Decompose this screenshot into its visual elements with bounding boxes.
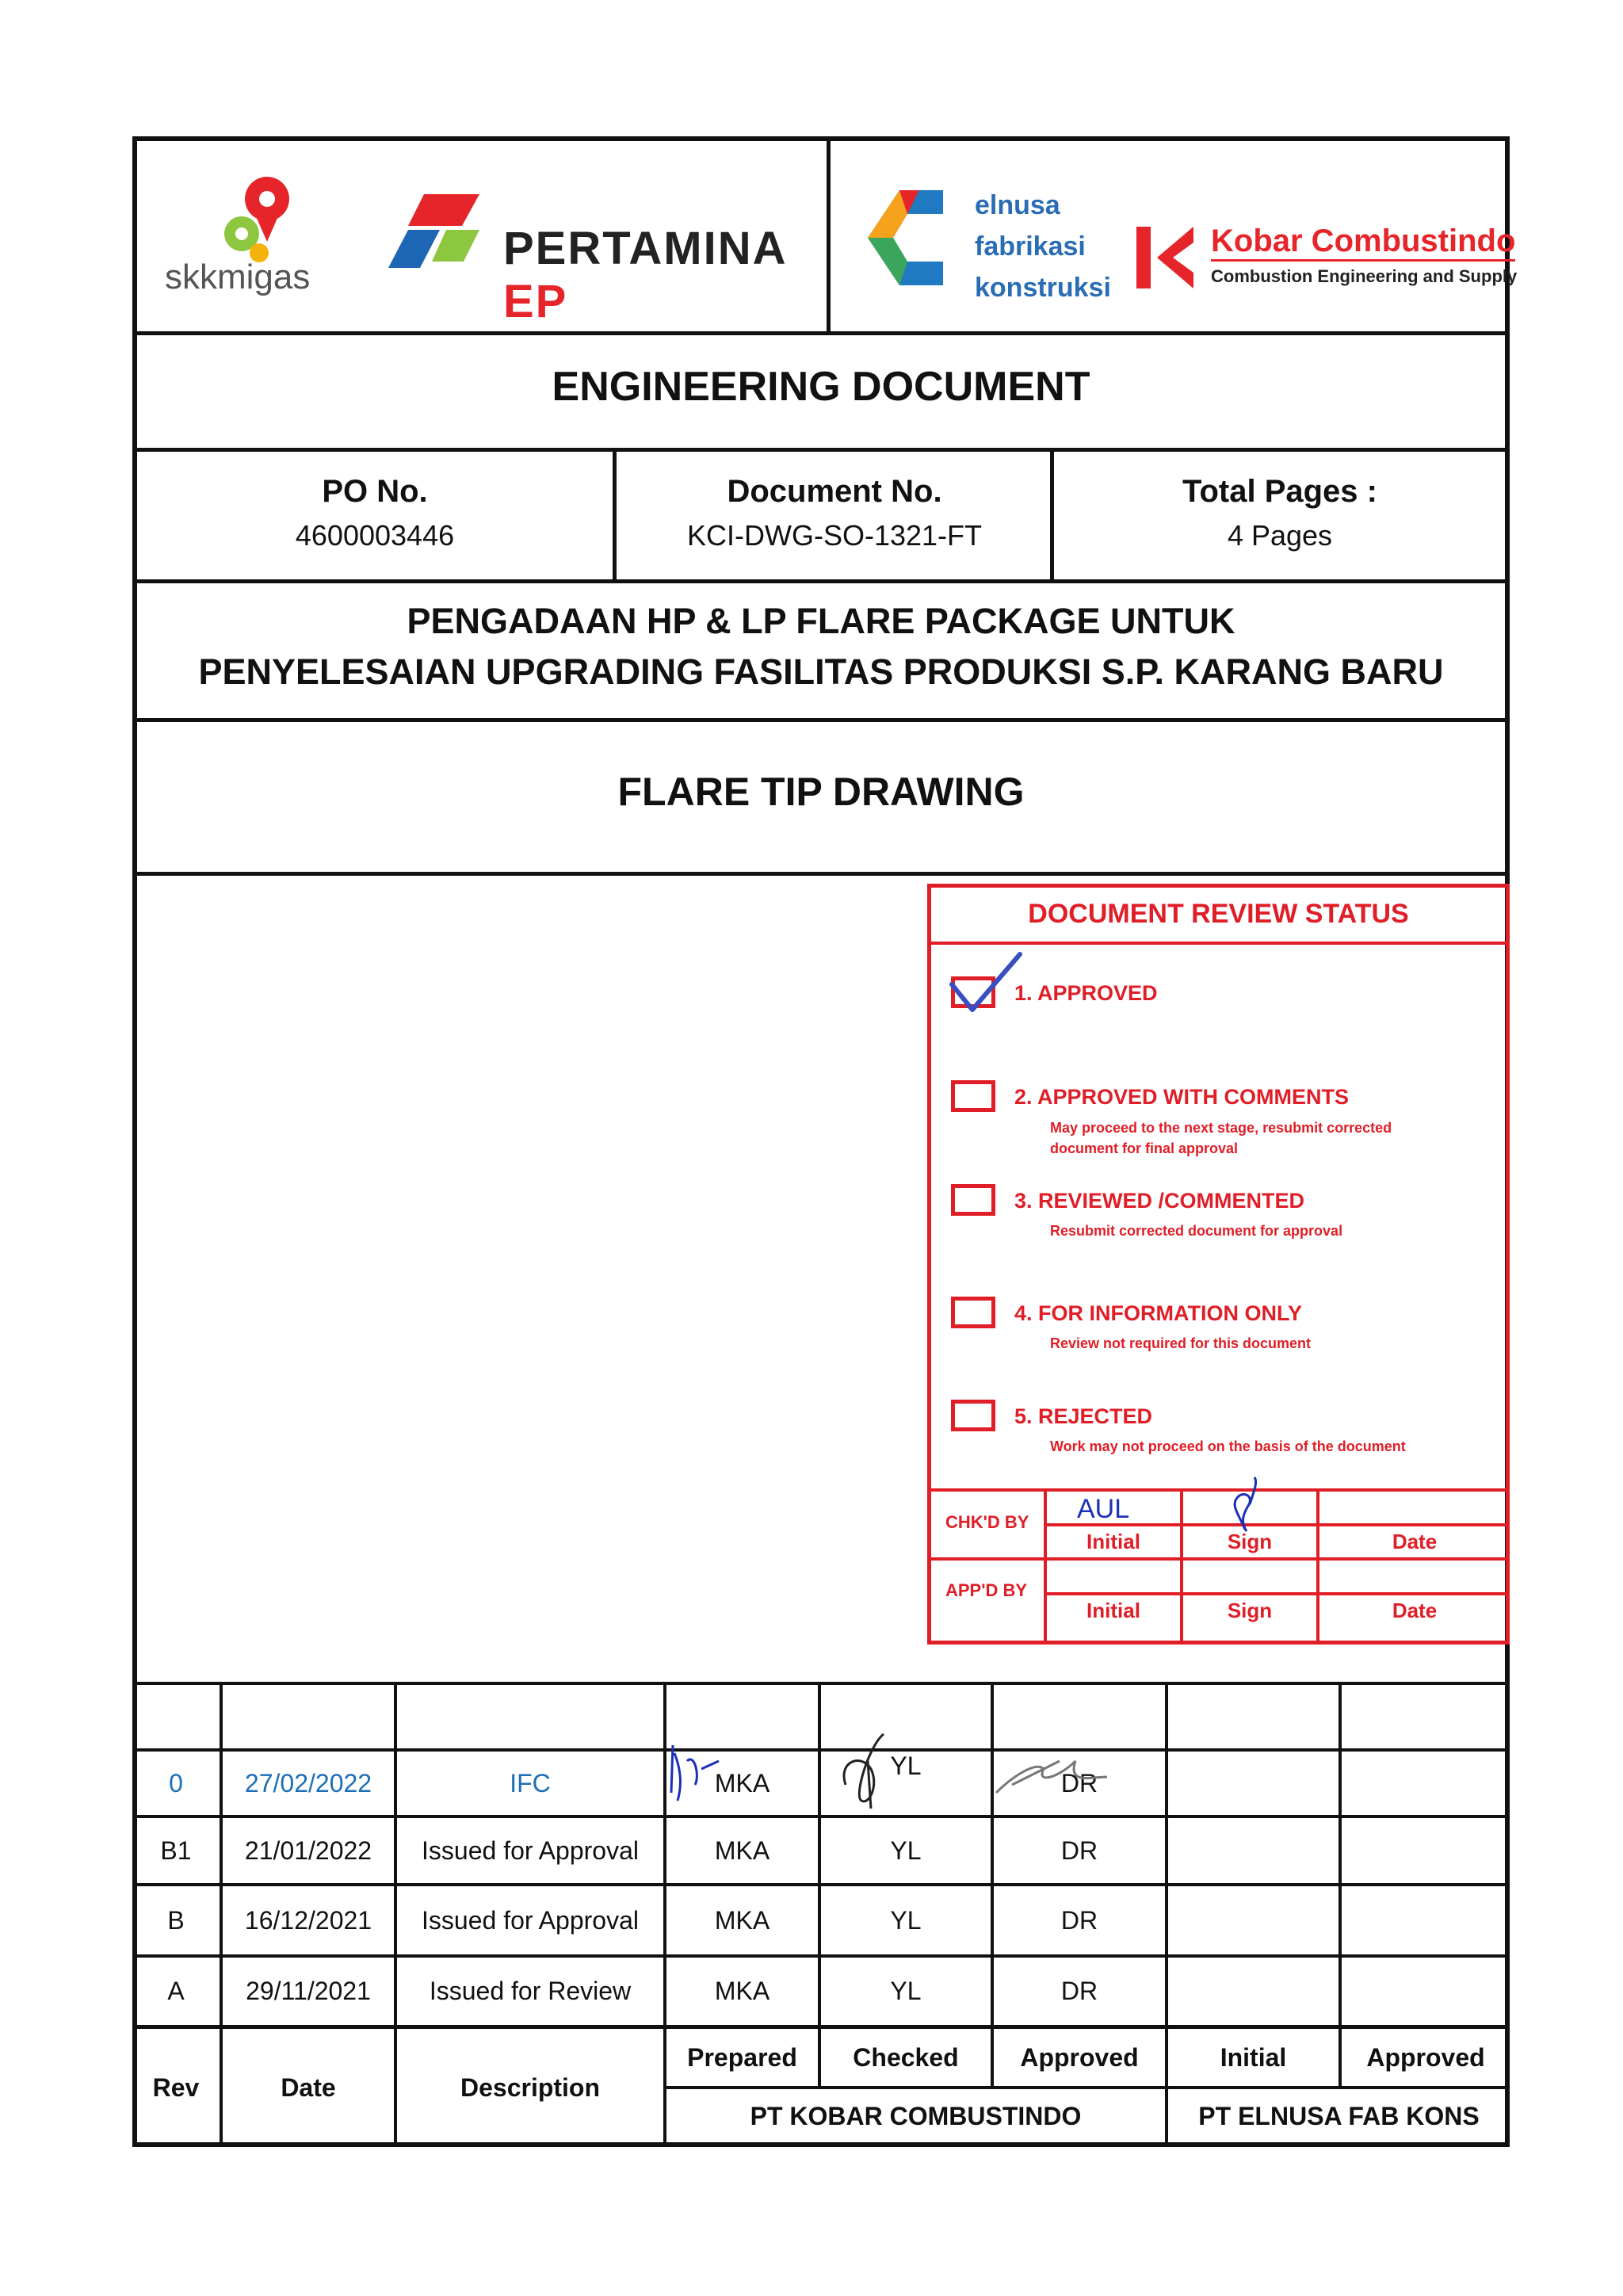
reviewed-commented-checkbox[interactable] [951, 1184, 995, 1216]
project-title-line2: PENYELESAIAN UPGRADING FASILITAS PRODUKSI S.P. KARANG BARU [198, 651, 1444, 692]
stamp-divider [931, 1557, 1506, 1561]
document-type-title: ENGINEERING DOCUMENT [552, 364, 1090, 410]
review-status-title: DOCUMENT REVIEW STATUS [1028, 899, 1409, 929]
option-information-label: 4. FOR INFORMATION ONLY [1014, 1301, 1303, 1325]
pertamina-ep: EP [503, 276, 568, 327]
option-rejected-note: Work may not proceed on the basis of the document [1050, 1438, 1406, 1454]
total-pages-label: Total Pages : [1182, 474, 1377, 509]
description-cell: Issued for Approval [422, 1836, 639, 1865]
prepared-cell: MKA [714, 1905, 770, 1935]
approved-date-header: Date [1392, 1599, 1438, 1622]
prepared-cell: MKA [714, 1977, 770, 2005]
initial-header: Initial [1220, 2042, 1287, 2072]
po-label: PO No. [322, 474, 428, 509]
approved-with-comments-checkbox[interactable] [951, 1080, 995, 1112]
option-approved-label: 1. APPROVED [1014, 981, 1158, 1005]
date-cell: 21/01/2022 [244, 1836, 372, 1865]
option-reviewed-note: Resubmit corrected document for approval [1050, 1223, 1343, 1239]
divider [613, 448, 617, 579]
elnusa-line2: fabrikasi [975, 231, 1086, 262]
drawing-title: FLARE TIP DRAWING [617, 770, 1025, 814]
checked-cell: YL [890, 1905, 922, 1935]
checked-cell: YL [890, 1751, 922, 1780]
stamp-divider [1045, 1592, 1506, 1595]
date-header: Date [281, 2073, 336, 2102]
document-number-value: KCI-DWG-SO-1321-FT [686, 519, 983, 552]
kobar-name: Kobar Combustindo [1211, 223, 1515, 262]
client-approved-header: Approved [1366, 2042, 1485, 2072]
kobar-logo [1133, 222, 1518, 293]
elnusa-logo [852, 178, 1113, 305]
review-status-stamp [927, 884, 1510, 1645]
rev-header: Rev [152, 2073, 200, 2102]
pertamina-logo [376, 190, 804, 327]
checked-cell: YL [890, 1977, 922, 2005]
description-cell: Issued for Review [429, 1977, 632, 2005]
total-pages-value: 4 Pages [1227, 519, 1333, 552]
option-reviewed-label: 3. REVIEWED /COMMENTED [1014, 1189, 1305, 1213]
approved-initial-header: Initial [1086, 1599, 1140, 1622]
for-information-checkbox[interactable] [951, 1297, 995, 1328]
checked-sign-header: Sign [1227, 1530, 1273, 1553]
stamp-divider [931, 1488, 1506, 1492]
checked-initial-value: AUL [1077, 1494, 1130, 1524]
checked-signature [1223, 1474, 1270, 1534]
divider [137, 448, 1505, 452]
prepared-cell: MKA [714, 1836, 770, 1865]
approved-cell: DR [1060, 1768, 1098, 1797]
approved-cell: DR [1060, 1977, 1098, 2005]
stamp-divider [931, 942, 1506, 945]
checked-cell: YL [890, 1836, 922, 1865]
checked-by-label: CHK'D BY [945, 1512, 1029, 1532]
option-approved-comments-label: 2. APPROVED WITH COMMENTS [1014, 1085, 1350, 1109]
approved-header: Approved [1020, 2042, 1139, 2072]
divider [827, 141, 831, 331]
divider [137, 872, 1505, 876]
skkmigas-logo [162, 170, 361, 305]
revision-table [132, 1682, 1510, 2147]
rev-cell: A [167, 1977, 185, 2005]
rev-cell: 0 [169, 1768, 183, 1797]
project-title-line1: PENGADAAN HP & LP FLARE PACKAGE UNTUK [407, 601, 1235, 641]
skkmigas-wordmark: skkmigas [165, 258, 311, 296]
revision-signatures [663, 1729, 1186, 1817]
rev-cell: B1 [160, 1836, 192, 1865]
description-cell: IFC [510, 1768, 551, 1797]
date-cell: 29/11/2021 [246, 1977, 371, 2005]
pertamina-wordmark [503, 222, 804, 328]
approved-cell: DR [1060, 1905, 1098, 1935]
divider [137, 579, 1505, 583]
checkmark-icon [945, 949, 1025, 1021]
checked-header: Checked [853, 2042, 959, 2072]
pertamina-icon [376, 190, 487, 293]
approved-by-label: APP'D BY [945, 1580, 1028, 1600]
po-value: 4600003446 [295, 519, 455, 552]
checked-initial-header: Initial [1086, 1530, 1140, 1553]
approved-sign-header: Sign [1227, 1599, 1273, 1622]
elnusa-wordmark [975, 185, 1111, 308]
description-header: Description [460, 2073, 601, 2102]
divider [137, 331, 1505, 335]
option-approved-comments-note: May proceed to the next stage, resubmit corrected document for final approval [1050, 1120, 1392, 1156]
elnusa-line1: elnusa [975, 190, 1060, 220]
option-information-note: Review not required for this document [1050, 1335, 1312, 1351]
kobar-tagline: Combustion Engineering and Supply [1211, 266, 1518, 286]
elnusa-icon [852, 178, 947, 297]
document-number-label: Document No. [727, 474, 942, 509]
prepared-cell: MKA [714, 1768, 770, 1797]
option-rejected-label: 5. REJECTED [1014, 1404, 1153, 1428]
client-company: PT ELNUSA FAB KONS [1198, 2101, 1480, 2130]
date-cell: 16/12/2021 [244, 1905, 372, 1935]
divider [137, 718, 1505, 722]
checked-date-header: Date [1392, 1530, 1438, 1553]
rev-cell: B [167, 1905, 185, 1935]
prepared-header: Prepared [687, 2042, 797, 2072]
kobar-icon [1133, 222, 1205, 293]
approved-cell: DR [1060, 1836, 1098, 1865]
rejected-checkbox[interactable] [951, 1400, 995, 1431]
pertamina-name: PERTAMINA [503, 223, 786, 274]
elnusa-line3: konstruksi [975, 273, 1111, 303]
divider [1050, 448, 1054, 579]
contractor-company: PT KOBAR COMBUSTINDO [750, 2101, 1082, 2130]
date-cell: 27/02/2022 [244, 1768, 372, 1797]
description-cell: Issued for Approval [422, 1905, 639, 1935]
